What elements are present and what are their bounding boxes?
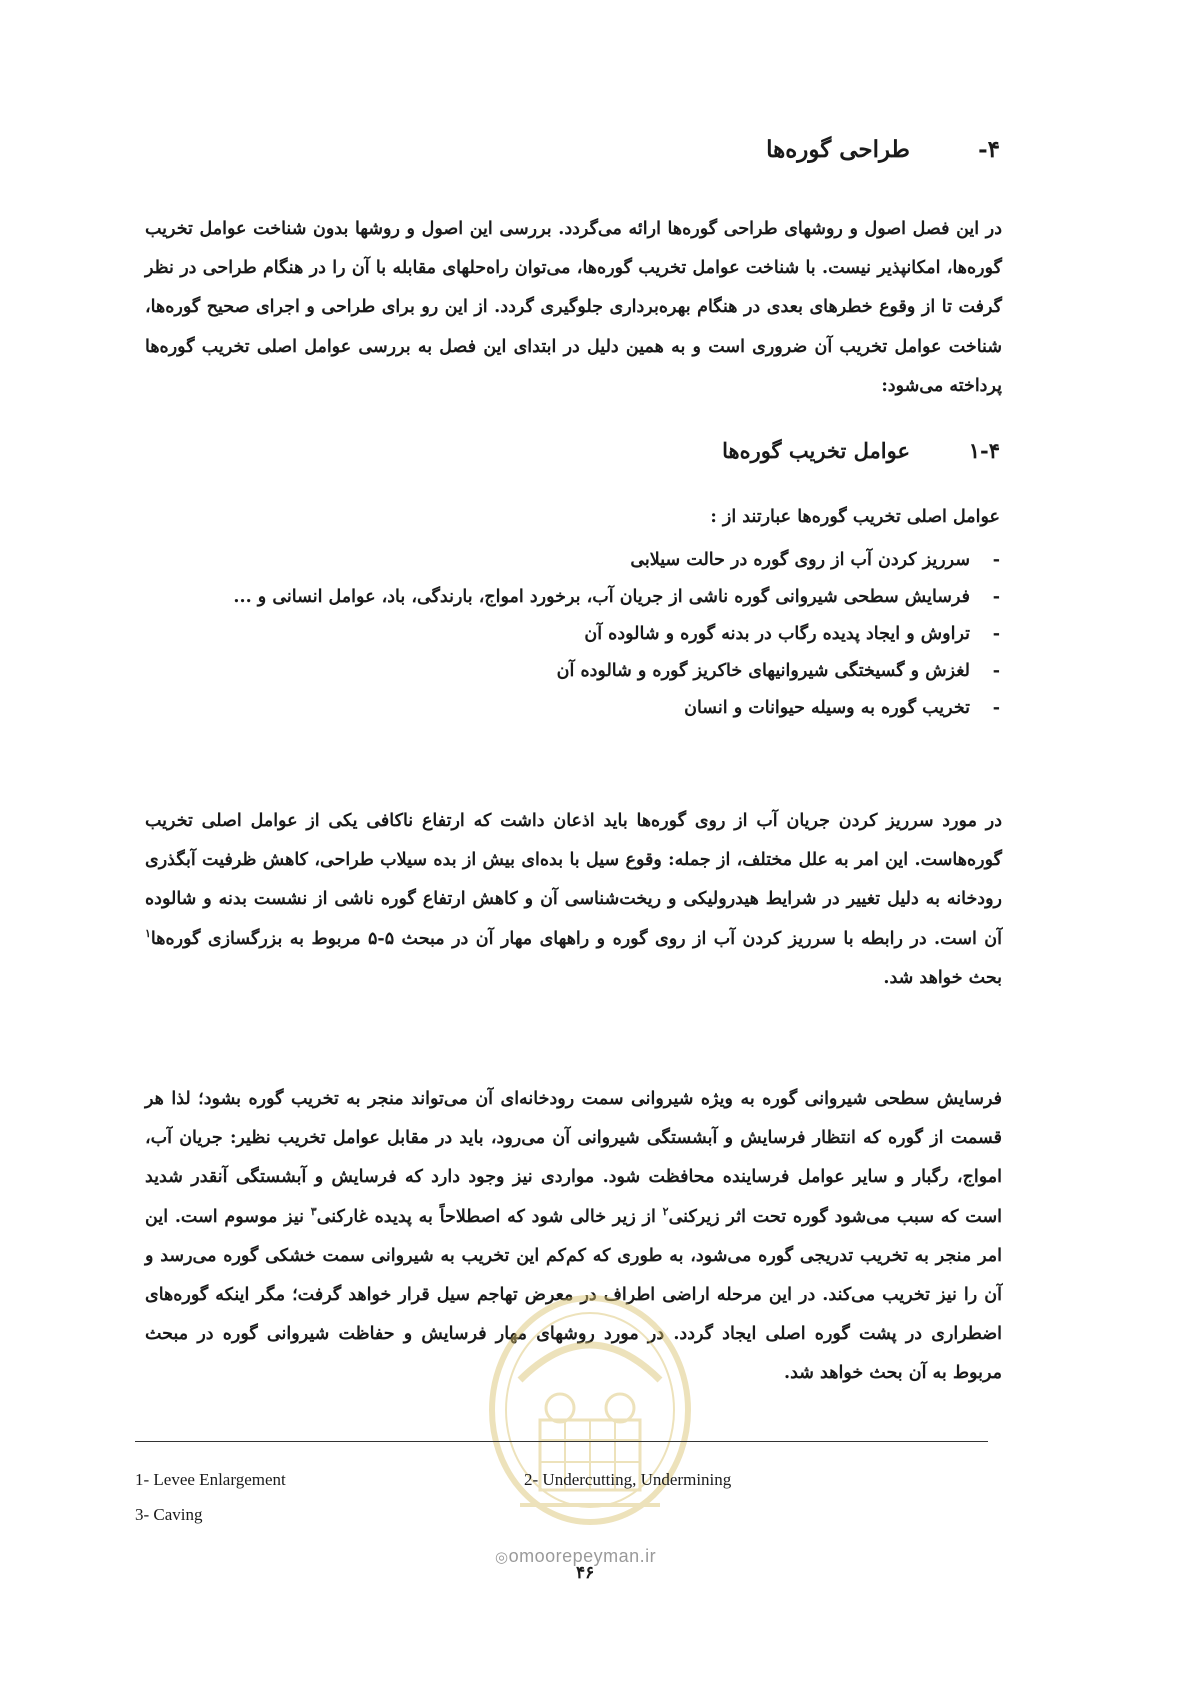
paragraph-text: فرسایش سطحی شیروانی گوره به ویژه شیروانی سمت رودخانه‌ای آن می‌تواند منجر به تخریب گوره بشود؛ لذا هر قسمت از گوره که انتظار فرسایش و آبشستگی شیروانی آن می‌رود، باید در مقابل عوامل تخریب نظیر: جریان آب، امواج، رگبار و سایر عوامل فرساینده محافظت شود. مواردی نیز وجود دارد که فرسایش و آبشستگی آنقدر شدید است که سبب می‌شود گوره تحت اثر زیرکنی [145, 1089, 1002, 1227]
footnote-ref: ۳ [310, 1204, 317, 1218]
watermark-url-text: omoorepeyman.ir [508, 1546, 657, 1566]
section-heading [722, 438, 1000, 463]
list-item [140, 542, 1000, 579]
section-title: عوامل تخریب گوره‌ها [722, 438, 910, 463]
page-number: ۴۶ [576, 1563, 595, 1583]
chapter-title: طراحی گوره‌ها [766, 136, 910, 163]
footnote-2 [524, 1470, 731, 1490]
footnote-ref: ۲ [662, 1204, 669, 1218]
intro-paragraph: در این فصل اصول و روشهای طراحی گوره‌ها ارائه می‌گردد. بررسی این اصول و روشها بدون شناخت عوامل تخریب گوره‌ها، امکانپذیر نیست. با شناخت عوامل تخریب گوره‌ها، می‌توان راه‌حلهای مقابله با آن را در هنگام طراحی در نظر گرفت تا از وقوع خطرهای بعدی در هنگام بهره‌برداری جلوگیری گردد. از این رو برای طراحی و اجرای صحیح گوره‌ها، شناخت عوامل تخریب آن ضروری است و به همین دلیل در ابتدای این فصل به بررسی عوامل اصلی تخریب گوره‌ها پرداخته می‌شود: [145, 219, 1002, 396]
paragraph-text: بحث خواهد شد. [883, 967, 1002, 988]
list-dash: - [992, 587, 1000, 607]
list-item-text: تراوش و ایجاد پدیده رگاب در بدنه گوره و شالوده آن [584, 624, 970, 644]
section-number: ۱-۴ [968, 438, 1000, 463]
erosion-factors-list [140, 542, 1000, 727]
list-item-text: سرریز کردن آب از روی گوره در حالت سیلابی [630, 550, 970, 570]
list-intro: عوامل اصلی تخریب گوره‌ها عبارتند از : [710, 507, 1000, 527]
list-item-text: تخریب گوره به وسیله حیوانات و انسان [684, 698, 970, 718]
list-item [140, 690, 1000, 727]
list-item [140, 653, 1000, 690]
footnote-1: 1- Levee Enlargement [135, 1470, 286, 1489]
paragraph-text: در مورد سرریز کردن جریان آب از روی گوره‌ها باید اذعان داشت که ارتفاع ناکافی یکی از عوامل اصلی تخریب گوره‌هاست. این امر به علل مختلف، از جمله: وقوع سیل با بده‌ای بیش از بده سیلاب طراحی، کاهش ظرفیت آبگذری رودخانه به دلیل تغییر در شرایط هیدرولیکی و ریخت‌شناسی آن و کاهش ارتفاع گوره ناشی از نشست بدنه و شالوده آن است. در رابطه با سرریز کردن آب از روی گوره و راههای مهار آن در مبحث ۵-۵ مربوط به بزرگسازی گوره‌ها [145, 811, 1003, 949]
overtopping-paragraph [145, 802, 1002, 998]
list-dash: - [992, 698, 1000, 718]
chapter-number: ۴- [978, 136, 1000, 163]
list-dash: - [992, 624, 1000, 644]
paragraph-text: نیز موسوم است. این امر منجر به تخریب تدریجی گوره می‌شود، به طوری که کم‌کم این تخریب به شیروانی سمت خشکی گوره می‌رسد و آن را نیز تخریب می‌کند. در این مرحله اراضی اطراف در معرض تهاجم سیل قرار خواهد گرفت؛ مگر اینکه گوره‌های اضطراری در پشت گوره اصلی ایجاد گردد. در مورد روشهای مهار فرسایش و حفاظت شیروانی گوره در مبحث مربوط به آن بحث خواهد شد. [145, 1206, 1002, 1384]
globe-icon: ◎ [495, 1549, 509, 1566]
list-dash: - [992, 661, 1000, 681]
footnote-ref: ۱ [145, 926, 151, 940]
footnote-2-alt: , Undermining [632, 1470, 732, 1489]
list-item [140, 579, 1000, 616]
footnote-3: 3- Caving [135, 1505, 203, 1524]
watermark-seal [480, 1290, 700, 1560]
chapter-heading [766, 136, 1000, 163]
list-item [140, 616, 1000, 653]
list-item-text: فرسایش سطحی شیروانی گوره ناشی از جریان آب، برخورد امواج، بارندگی، باد، عوامل انسانی و ... [233, 587, 970, 607]
list-item-text: لغزش و گسیختگی شیروانیهای خاکریز گوره و شالوده آن [556, 661, 970, 681]
footnote-2-term: 2- Undercutting [524, 1470, 633, 1489]
footnote-separator [135, 1441, 988, 1442]
list-dash: - [992, 550, 1000, 570]
paragraph-text: از زیر خالی شود که اصطلاحاً به پدیده غارکنی [316, 1206, 663, 1227]
